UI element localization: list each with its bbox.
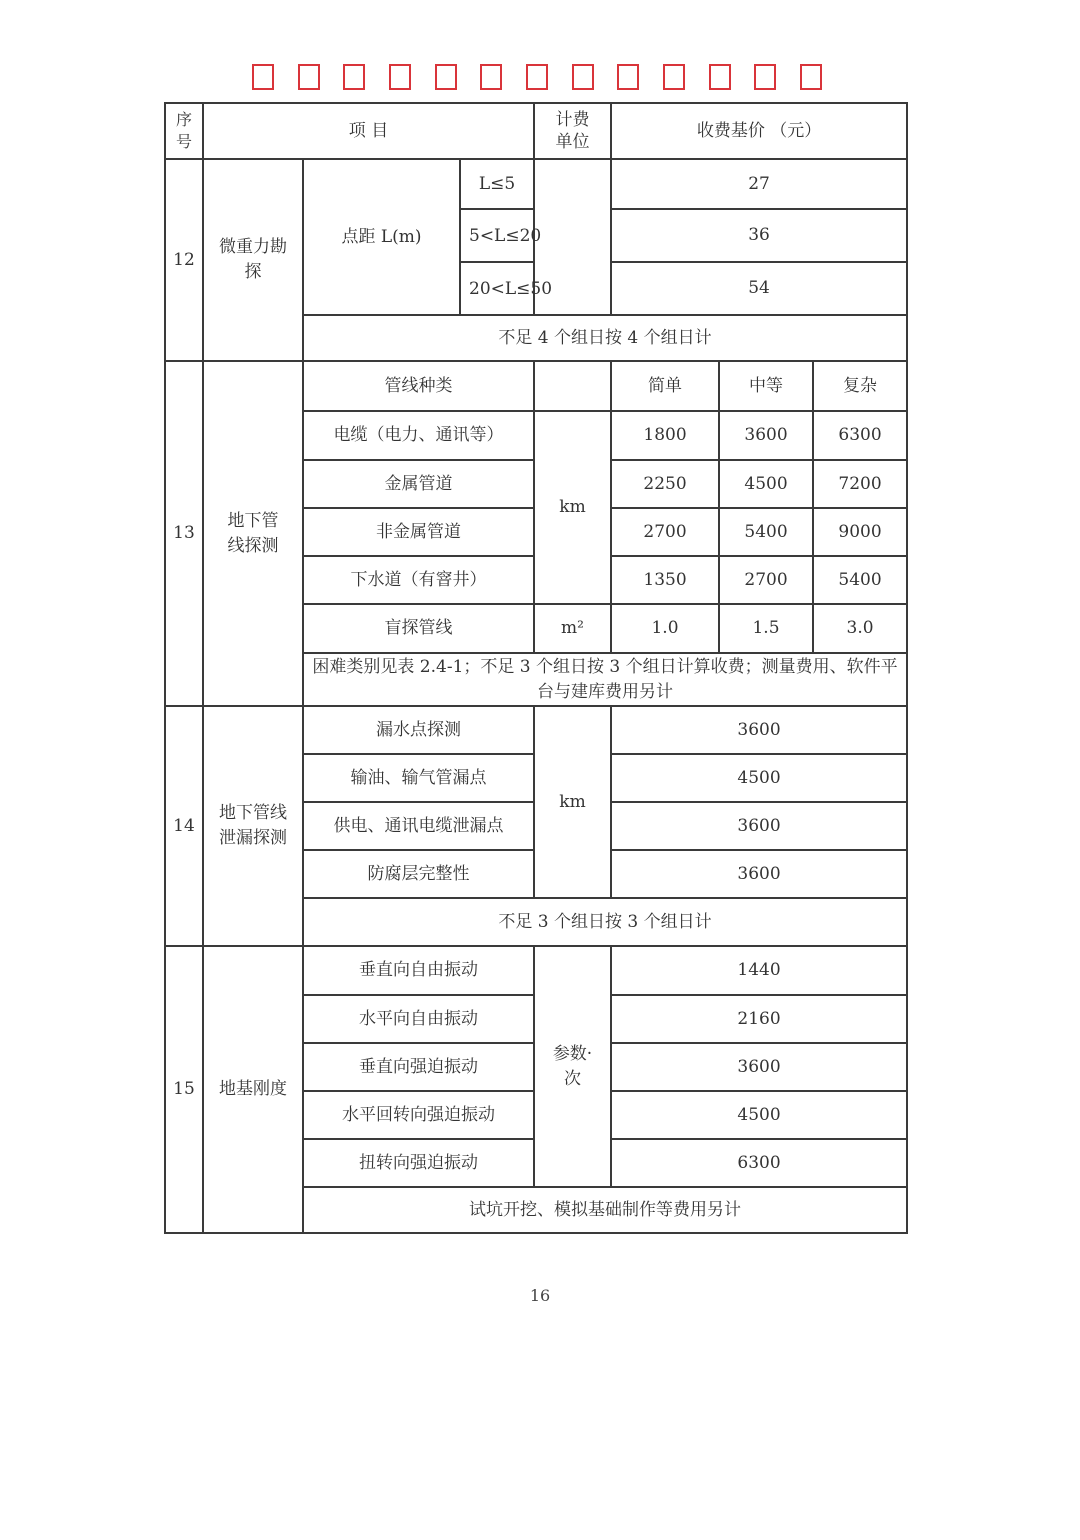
- stamp-box: [572, 64, 594, 90]
- section-15-unit: 参数·次: [534, 946, 611, 1187]
- price-cell: 6300: [813, 411, 907, 460]
- leak-row-label: 输油、输气管漏点: [303, 754, 534, 802]
- stamp-box: [343, 64, 365, 90]
- stamp-box: [298, 64, 320, 90]
- section-12-param: 点距 L(m): [303, 159, 460, 315]
- stamp-box: [754, 64, 776, 90]
- section-14-name: 地下管线泄漏探测: [203, 706, 303, 946]
- pipeline-row-label: 电缆（电力、通讯等）: [303, 411, 534, 460]
- price-cell: 27: [611, 159, 907, 209]
- price-cell: 4500: [611, 754, 907, 802]
- price-cell: 1.5: [719, 604, 813, 653]
- price-cell: 3600: [611, 850, 907, 898]
- section-14-number: 14: [165, 706, 203, 946]
- stamp-box: [663, 64, 685, 90]
- stiffness-row-label: 水平向自由振动: [303, 995, 534, 1043]
- level-complex-header: 复杂: [813, 361, 907, 411]
- price-cell: 2250: [611, 460, 719, 508]
- price-cell: 3.0: [813, 604, 907, 653]
- price-cell: 1350: [611, 556, 719, 604]
- section-12-note: 不足 4 个组日按 4 个组日计: [303, 315, 907, 361]
- pipeline-row-label: 下水道（有窨井）: [303, 556, 534, 604]
- price-cell: 5400: [813, 556, 907, 604]
- price-cell: 2700: [719, 556, 813, 604]
- section-15-number: 15: [165, 946, 203, 1233]
- unit-header-blank: [534, 361, 611, 411]
- section-12-name: 微重力勘探: [203, 159, 303, 361]
- stamp-box: [389, 64, 411, 90]
- range-cell: 5<L≤20: [460, 209, 534, 262]
- section-13-number: 13: [165, 361, 203, 706]
- price-cell: 2160: [611, 995, 907, 1043]
- price-cell: 1440: [611, 946, 907, 995]
- price-cell: 3600: [719, 411, 813, 460]
- pipeline-row-label: 非金属管道: [303, 508, 534, 556]
- stiffness-row-label: 扭转向强迫振动: [303, 1139, 534, 1187]
- price-cell: 3600: [611, 1043, 907, 1091]
- stamp-box: [709, 64, 731, 90]
- price-cell: 54: [611, 262, 907, 315]
- section-13-name: 地下管线探测: [203, 361, 303, 706]
- price-cell: 5400: [719, 508, 813, 556]
- stiffness-row-label: 垂直向自由振动: [303, 946, 534, 995]
- price-cell: 3600: [611, 706, 907, 754]
- section-13-unit-m2: m²: [534, 604, 611, 653]
- leak-row-label: 漏水点探测: [303, 706, 534, 754]
- pipeline-row-label: 盲探管线: [303, 604, 534, 653]
- price-cell: 36: [611, 209, 907, 262]
- price-cell: 7200: [813, 460, 907, 508]
- pipeline-row-label: 金属管道: [303, 460, 534, 508]
- stamp-box-row: [252, 64, 822, 96]
- header-item: 项 目: [203, 103, 534, 159]
- level-simple-header: 简单: [611, 361, 719, 411]
- price-cell: 4500: [719, 460, 813, 508]
- section-15-note: 试坑开挖、模拟基础制作等费用另计: [303, 1187, 907, 1233]
- stiffness-row-label: 水平回转向强迫振动: [303, 1091, 534, 1139]
- range-cell: L≤5: [460, 159, 534, 209]
- stamp-box: [526, 64, 548, 90]
- stamp-box: [480, 64, 502, 90]
- section-12-number: 12: [165, 159, 203, 361]
- range-cell: 20<L≤50: [460, 262, 534, 315]
- header-seq: 序号: [165, 103, 203, 159]
- level-medium-header: 中等: [719, 361, 813, 411]
- header-price: 收费基价 （元）: [611, 103, 907, 159]
- leak-row-label: 供电、通讯电缆泄漏点: [303, 802, 534, 850]
- stamp-box: [800, 64, 822, 90]
- section-13-unit-km: km: [534, 411, 611, 604]
- stamp-box: [617, 64, 639, 90]
- price-cell: 2700: [611, 508, 719, 556]
- leak-row-label: 防腐层完整性: [303, 850, 534, 898]
- stamp-box: [435, 64, 457, 90]
- section-13-note: 困难类别见表 2.4-1；不足 3 个组日按 3 个组日计算收费；测量费用、软件平台与建库费用另计: [303, 653, 907, 706]
- price-cell: 3600: [611, 802, 907, 850]
- section-14-note: 不足 3 个组日按 3 个组日计: [303, 898, 907, 946]
- section-14-unit: km: [534, 706, 611, 898]
- stamp-box: [252, 64, 274, 90]
- section-15-name: 地基刚度: [203, 946, 303, 1233]
- pipeline-type-header: 管线种类: [303, 361, 534, 411]
- page-number: 16: [529, 1286, 551, 1305]
- price-cell: 1.0: [611, 604, 719, 653]
- price-cell: 6300: [611, 1139, 907, 1187]
- header-unit: 计费单位: [534, 103, 611, 159]
- price-cell: 9000: [813, 508, 907, 556]
- stiffness-row-label: 垂直向强迫振动: [303, 1043, 534, 1091]
- price-cell: 4500: [611, 1091, 907, 1139]
- fee-table: [164, 102, 908, 1234]
- price-cell: 1800: [611, 411, 719, 460]
